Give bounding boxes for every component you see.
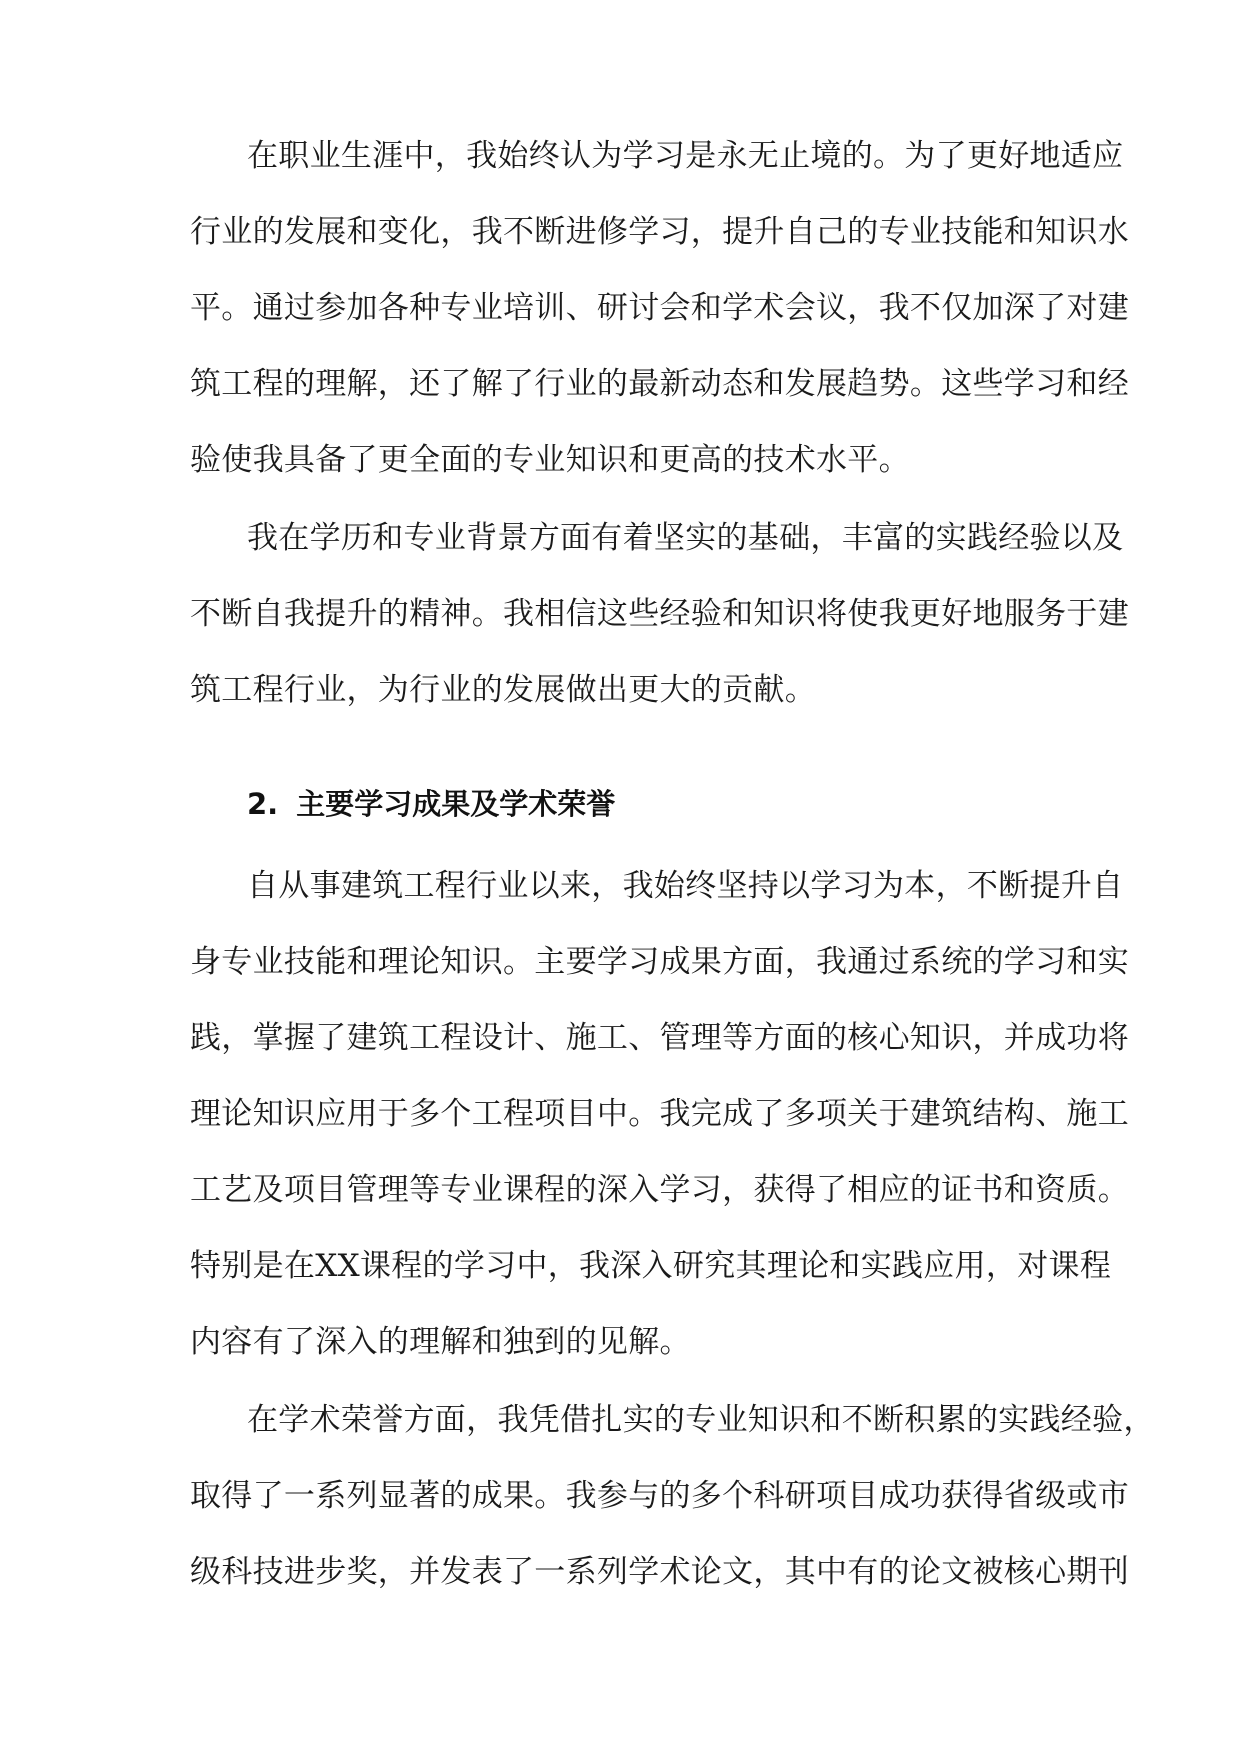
section-heading bbox=[247, 784, 615, 824]
paragraph-line: 工艺及项目管理等专业课程的深入学习，获得了相应的证书和资质。 bbox=[190, 1172, 1129, 1208]
paragraph-line: 内容有了深入的理解和独到的见解。 bbox=[190, 1324, 691, 1360]
paragraph-line: 我在学历和专业背景方面有着坚实的基础，丰富的实践经验以及 bbox=[247, 520, 1124, 556]
paragraph-line: 不断自我提升的精神。我相信这些经验和知识将使我更好地服务于建 bbox=[190, 596, 1129, 632]
paragraph-line: 在职业生涯中，我始终认为学习是永无止境的。为了更好地适应 bbox=[247, 138, 1124, 174]
paragraph-line: 平。通过参加各种专业培训、研讨会和学术会议，我不仅加深了对建 bbox=[190, 290, 1129, 326]
paragraph-line: 身专业技能和理论知识。主要学习成果方面，我通过系统的学习和实 bbox=[190, 944, 1129, 980]
paragraph-line: 筑工程行业，为行业的发展做出更大的贡献。 bbox=[190, 672, 816, 708]
paragraph-line: 验使我具备了更全面的专业知识和更高的技术水平。 bbox=[190, 442, 910, 478]
section-number: 2. bbox=[247, 787, 279, 821]
paragraph-line: 自从事建筑工程行业以来，我始终坚持以学习为本，不断提升自 bbox=[247, 868, 1124, 904]
paragraph-line: 特别是在XX课程的学习中，我深入研究其理论和实践应用，对课程 bbox=[190, 1248, 1112, 1284]
paragraph-line: 取得了一系列显著的成果。我参与的多个科研项目成功获得省级或市 bbox=[190, 1478, 1129, 1514]
paragraph-line: 理论知识应用于多个工程项目中。我完成了多项关于建筑结构、施工 bbox=[190, 1096, 1129, 1132]
paragraph-line: 在学术荣誉方面，我凭借扎实的专业知识和不断积累的实践经验， bbox=[247, 1402, 1155, 1438]
paragraph-line: 级科技进步奖，并发表了一系列学术论文，其中有的论文被核心期刊 bbox=[190, 1554, 1129, 1590]
paragraph-line: 践，掌握了建筑工程设计、施工、管理等方面的核心知识，并成功将 bbox=[190, 1020, 1129, 1056]
paragraph-line: 行业的发展和变化，我不断进修学习，提升自己的专业技能和知识水 bbox=[190, 214, 1129, 250]
paragraph-line: 筑工程的理解，还了解了行业的最新动态和发展趋势。这些学习和经 bbox=[190, 366, 1129, 402]
section-title: 主要学习成果及学术荣誉 bbox=[296, 787, 616, 821]
